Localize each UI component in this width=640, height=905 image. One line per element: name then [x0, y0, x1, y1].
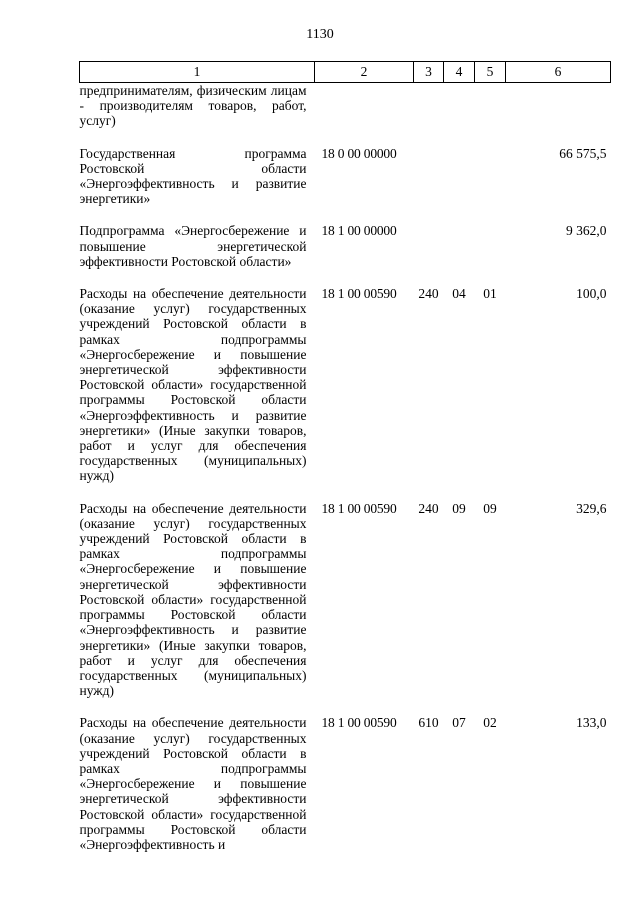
row-amount: 133,0: [576, 715, 607, 731]
row-description: Расходы на обеспечение деятельности (оказание услуг) государственных учреждений Ростовской области в рамках подпрограммы «Энергосбережение и повышение энергетической эффективности Ростовской области» государственной программы Ростовской области «Энергоэффективность и развитие энергетики» (Иные закупки товаров, работ и услуг для обеспечения государственных (муниципальных) нужд): [79, 286, 307, 484]
row-amount: 66 575,5: [559, 145, 607, 161]
row-amount: 100,0: [576, 286, 607, 302]
table-row: [80, 206, 611, 269]
row-section: 07: [452, 715, 466, 731]
header-col-3: 3: [414, 62, 444, 83]
row-section: [444, 83, 475, 129]
header-col-6: 6: [506, 62, 611, 83]
row-section: [444, 129, 475, 207]
row-description: Подпрограмма «Энергосбережение и повышение энергетической эффективности Ростовской области»: [79, 223, 307, 269]
row-expense-type: 240: [418, 500, 439, 516]
row-subsection: 09: [483, 500, 497, 516]
row-description: предпринимателям, физическим лицам - производителям товаров, работ, услуг): [79, 83, 307, 129]
row-section: 09: [452, 500, 466, 516]
row-target-code: 18 1 00 00590: [321, 715, 397, 731]
row-subsection: [475, 206, 506, 269]
table-row: [80, 83, 611, 129]
header-col-5: 5: [475, 62, 506, 83]
row-subsection: 01: [483, 286, 497, 302]
row-target-code: 18 0 00 00000: [321, 145, 397, 161]
header-col-1: 1: [80, 62, 315, 83]
row-expense-type: [414, 129, 444, 207]
table-header: [80, 62, 611, 83]
row-expense-type: [414, 83, 444, 129]
row-expense-type: 240: [418, 286, 439, 302]
page-number: 1130: [306, 27, 334, 42]
row-amount: 329,6: [576, 500, 607, 516]
row-target-code: 18 1 00 00590: [321, 286, 397, 302]
row-section: 04: [452, 286, 466, 302]
budget-table: [79, 61, 611, 852]
row-expense-type: [414, 206, 444, 269]
table-row: [80, 129, 611, 207]
table-row: [80, 698, 611, 852]
header-col-2: 2: [315, 62, 414, 83]
row-amount: 9 362,0: [566, 223, 607, 239]
row-subsection: [475, 129, 506, 207]
row-description: Расходы на обеспечение деятельности (оказание услуг) государственных учреждений Ростовской области в рамках подпрограммы «Энергосбережение и повышение энергетической эффективности Ростовской области» государственной программы Ростовской области «Энергоэффективность и развитие энергетики» (Иные закупки товаров, работ и услуг для обеспечения государственных (муниципальных) нужд): [79, 500, 307, 699]
row-expense-type: 610: [418, 715, 439, 731]
row-target-code: 18 1 00 00000: [321, 223, 397, 239]
table-row: [80, 269, 611, 484]
row-description: Расходы на обеспечение деятельности (оказание услуг) государственных учреждений Ростовской области в рамках подпрограммы «Энергосбережение и повышение энергетической эффективности Ростовской области» государственной программы Ростовской области «Энергоэффективность и: [79, 715, 307, 852]
row-section: [444, 206, 475, 269]
table-body: [80, 83, 611, 853]
table-row: [80, 484, 611, 699]
row-target-code: [315, 83, 414, 129]
row-target-code: 18 1 00 00590: [321, 500, 397, 516]
header-col-4: 4: [444, 62, 475, 83]
row-amount: [506, 83, 611, 129]
row-subsection: [475, 83, 506, 129]
row-description: Государственная программа Ростовской области «Энергоэффективность и развитие энергетики»: [79, 145, 307, 207]
row-subsection: 02: [483, 715, 497, 731]
